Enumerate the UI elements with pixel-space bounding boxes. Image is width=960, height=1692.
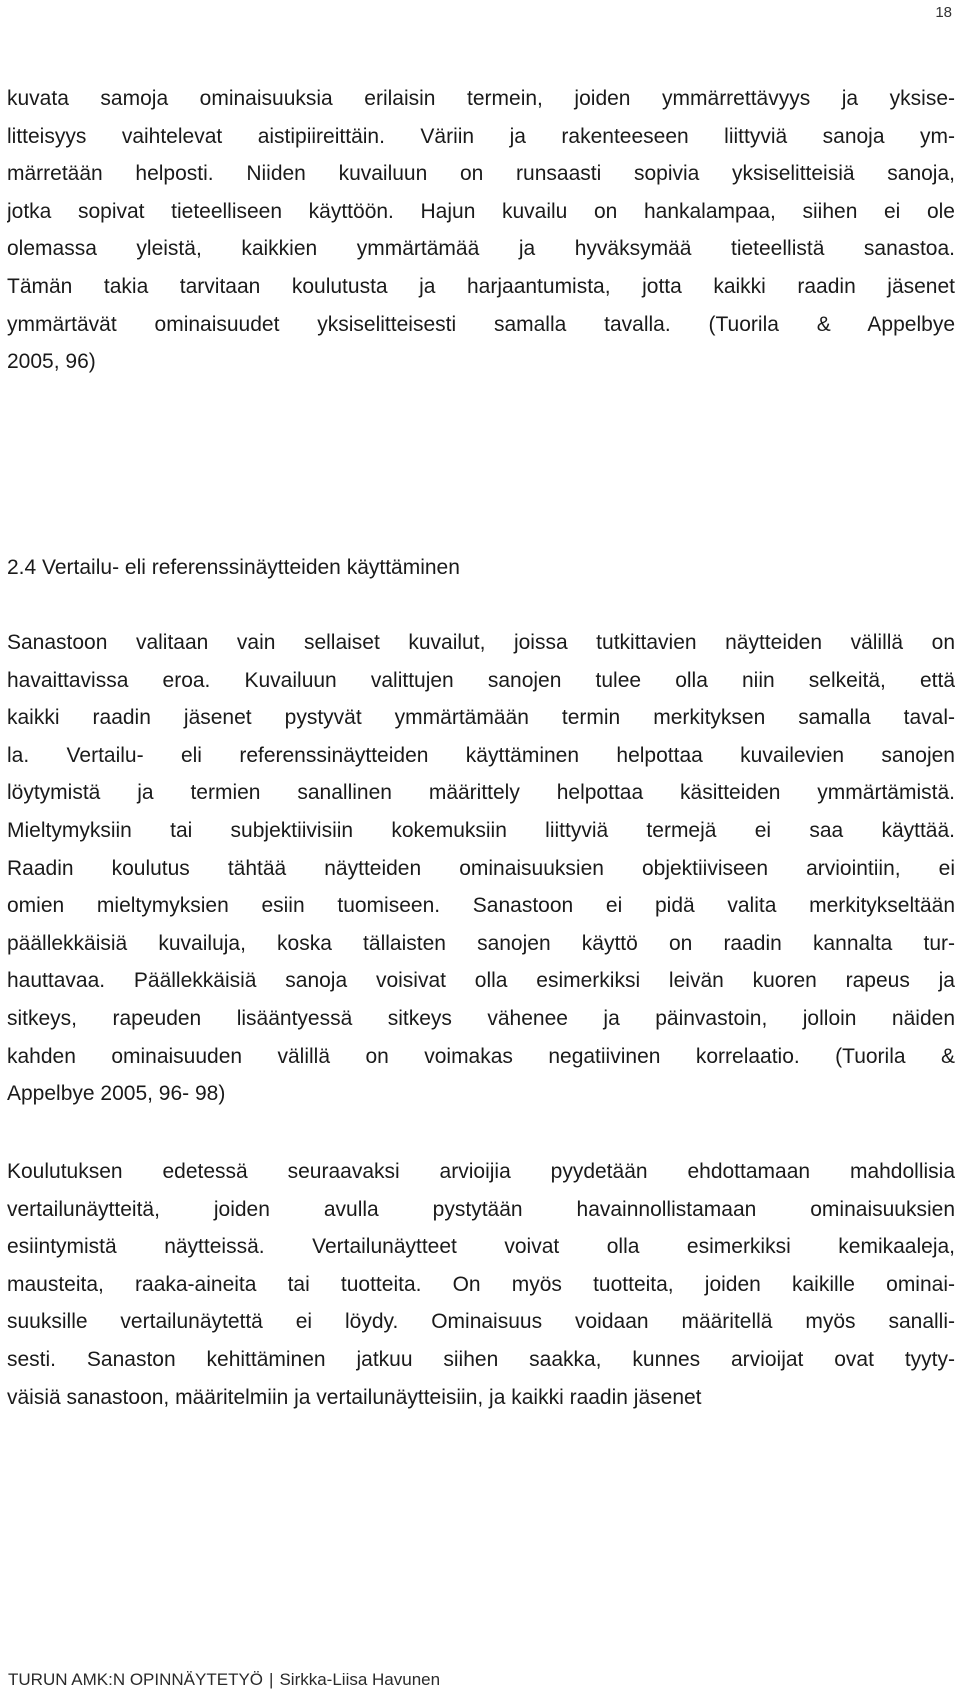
text-line: 2005, 96) — [7, 350, 96, 374]
text-line: hauttavaa. Päällekkäisiä sanoja voisivat olla esimerkiksi leivän kuoren rapeus ja — [7, 969, 955, 993]
text-line: la. Vertailu- eli referenssinäytteiden käyttäminen helpottaa kuvailevien sanojen — [7, 743, 955, 767]
text-line: kaikki raadin jäsenet pystyvät ymmärtämään termin merkityksen samalla taval- — [7, 706, 955, 730]
text-line: päällekkäisiä kuvailuja, koska tällaisten sanojen käyttö on raadin kannalta tur- — [7, 931, 955, 955]
text-line: ymmärtävät ominaisuudet yksiselitteisesti samalla tavalla. (Tuorila & Appelbye — [7, 312, 955, 336]
page-footer — [8, 1670, 440, 1690]
text-line: litteisyys vaihtelevat aistipiireittäin. Väriin ja rakenteeseen liittyviä sanoja ym- — [7, 124, 955, 148]
text-line: sesti. Sanaston kehittäminen jatkuu siihen saakka, kunnes arvioijat ovat tyyty- — [7, 1347, 955, 1371]
text-line: jotka sopivat tieteelliseen käyttöön. Hajun kuvailu on hankalampaa, siihen ei ole — [7, 199, 955, 223]
text-line: havaittavissa eroa. Kuvailuun valittujen sanojen tulee olla niin selkeitä, että — [7, 668, 955, 692]
text-line: väisiä sanastoon, määritelmiin ja vertailunäytteisiin, ja kaikki raadin jäsenet — [7, 1385, 702, 1409]
text-line: kuvata samoja ominaisuuksia erilaisin termein, joiden ymmärrettävyys ja yksise- — [7, 87, 955, 110]
section-heading: 2.4 Vertailu- eli referenssinäytteiden käyttäminen — [7, 556, 460, 579]
text-line: Tämän takia tarvitaan koulutusta ja harjaantumista, jotta kaikki raadin jäsenet — [7, 274, 955, 298]
text-line: esiintymistä näytteissä. Vertailunäytteet voivat olla esimerkiksi kemikaaleja, — [7, 1235, 955, 1259]
paragraph-3 — [7, 1153, 955, 1416]
page-number: 18 — [935, 4, 952, 21]
text-line: löytymistä ja termien sanallinen määrittely helpottaa käsitteiden ymmärtämistä. — [7, 781, 955, 805]
text-line: Mieltymyksiin tai subjektiivisiin kokemuksiin liittyviä termejä ei saa käyttää. — [7, 818, 955, 842]
text-line: Koulutuksen edetessä seuraavaksi arvioijia pyydetään ehdottamaan mahdollisia — [7, 1160, 955, 1183]
footer-institution: TURUN AMK:N OPINNÄYTETYÖ — [8, 1670, 264, 1689]
text-line: suuksille vertailunäytettä ei löydy. Ominaisuus voidaan määritellä myös sanalli- — [7, 1310, 955, 1334]
paragraph-1 — [7, 80, 955, 381]
text-line: mausteita, raaka-aineita tai tuotteita. On myös tuotteita, joiden kaikille ominai- — [7, 1272, 955, 1296]
text-line: omien mieltymyksien esiin tuomiseen. Sanastoon ei pidä valita merkitykseltään — [7, 894, 955, 918]
text-line: Sanastoon valitaan vain sellaiset kuvailut, joissa tutkittavien näytteiden välillä on — [7, 631, 955, 654]
text-line: märretään helposti. Niiden kuvailuun on runsaasti sopivia yksiselitteisiä sanoja, — [7, 162, 955, 186]
text-line: Raadin koulutus tähtää näytteiden ominaisuuksien objektiiviseen arviointiin, ei — [7, 856, 955, 880]
footer-separator: | — [269, 1670, 274, 1689]
text-line: sitkeys, rapeuden lisääntyessä sitkeys vähenee ja päinvastoin, jolloin näiden — [7, 1006, 955, 1030]
text-line: kahden ominaisuuden välillä on voimakas negatiivinen korrelaatio. (Tuorila & — [7, 1044, 955, 1068]
text-line: Appelbye 2005, 96- 98) — [7, 1082, 226, 1106]
paragraph-2 — [7, 624, 955, 1113]
footer-author: Sirkka-Liisa Havunen — [279, 1670, 441, 1689]
text-line: olemassa yleistä, kaikkien ymmärtämää ja hyväksymää tieteellistä sanastoa. — [7, 237, 955, 261]
text-line: vertailunäytteitä, joiden avulla pystytään havainnollistamaan ominaisuuksien — [7, 1197, 955, 1221]
